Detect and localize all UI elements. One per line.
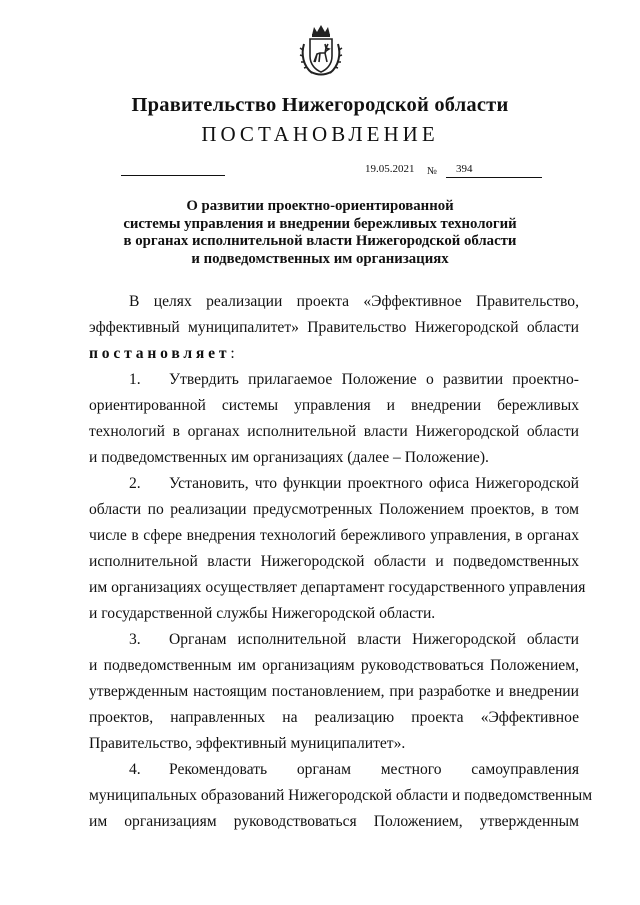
item-number: 2. — [129, 475, 141, 492]
body-line: и подведомственных им организациях (далее – Положение). — [89, 449, 489, 466]
resolves-colon: : — [230, 345, 235, 362]
date-number-row — [0, 160, 640, 184]
body-line — [89, 627, 579, 653]
body-line: эффективный муниципалитет» Правительство Нижегородской области — [89, 319, 579, 336]
number-sign: № — [427, 166, 438, 177]
body-line: Правительство, эффективный муниципалитет». — [89, 735, 406, 752]
document-type: ПОСТАНОВЛЕНИЕ — [201, 122, 439, 146]
organization-title: Правительство Нижегородской области — [131, 94, 509, 116]
item-text: Органам исполнительной власти Нижегородской области — [169, 631, 579, 648]
body-line: муниципальных образований Нижегородской области и подведомственным — [89, 787, 593, 804]
body-line: им организациям руководствоваться Положением, утвержденным — [89, 813, 579, 830]
subject-line: О развитии проектно-ориентированной — [186, 198, 454, 214]
body-line: числе в сфере внедрения технологий бережливого управления, в органах — [89, 527, 579, 544]
body-line — [89, 757, 579, 783]
body-line — [89, 341, 579, 367]
body-line: исполнительной власти Нижегородской области и подведомственных — [89, 553, 579, 570]
coat-of-arms-emblem — [298, 22, 344, 78]
document-body — [89, 289, 593, 835]
body-line: утвержденным настоящим постановлением, при разработке и внедрении — [89, 683, 579, 700]
subject-line: в органах исполнительной власти Нижегородской области — [123, 233, 517, 249]
document-subject — [0, 198, 640, 268]
document-date: 19.05.2021 — [365, 163, 415, 175]
document-number-field — [446, 160, 542, 178]
body-line: технологий в органах исполнительной власти Нижегородской области — [89, 423, 579, 440]
body-line: и государственной службы Нижегородской области. — [89, 605, 436, 622]
body-line — [89, 367, 579, 393]
item-text: Установить, что функции проектного офиса Нижегородской — [169, 475, 579, 492]
subject-line: и подведомственных им организациях — [191, 250, 449, 267]
body-line: В целях реализации проекта «Эффективное Правительство, — [129, 293, 579, 310]
body-line — [89, 471, 579, 497]
item-number: 3. — [129, 631, 141, 648]
subject-line: системы управления и внедрении бережливых технологий — [123, 215, 517, 232]
item-text: Рекомендовать органам местного самоуправления — [169, 761, 579, 778]
body-line: области по реализации предусмотренных Положением проектов, в том — [89, 501, 579, 518]
body-line: ориентированной системы управления и внедрении бережливых — [89, 397, 579, 414]
body-line: и подведомственным им организациям руководствоваться Положением, — [89, 657, 579, 674]
item-number: 4. — [129, 761, 141, 778]
item-number: 1. — [129, 371, 141, 388]
document-number: 394 — [456, 163, 473, 175]
body-line: проектов, направленных на реализацию проекта «Эффективное — [89, 709, 579, 726]
date-blank-line — [121, 175, 225, 176]
resolves-word: постановляет — [89, 345, 231, 362]
item-text: Утвердить прилагаемое Положение о развитии проектно- — [169, 371, 579, 388]
body-line: им организациях осуществляет департамент государственного управления — [89, 579, 586, 596]
